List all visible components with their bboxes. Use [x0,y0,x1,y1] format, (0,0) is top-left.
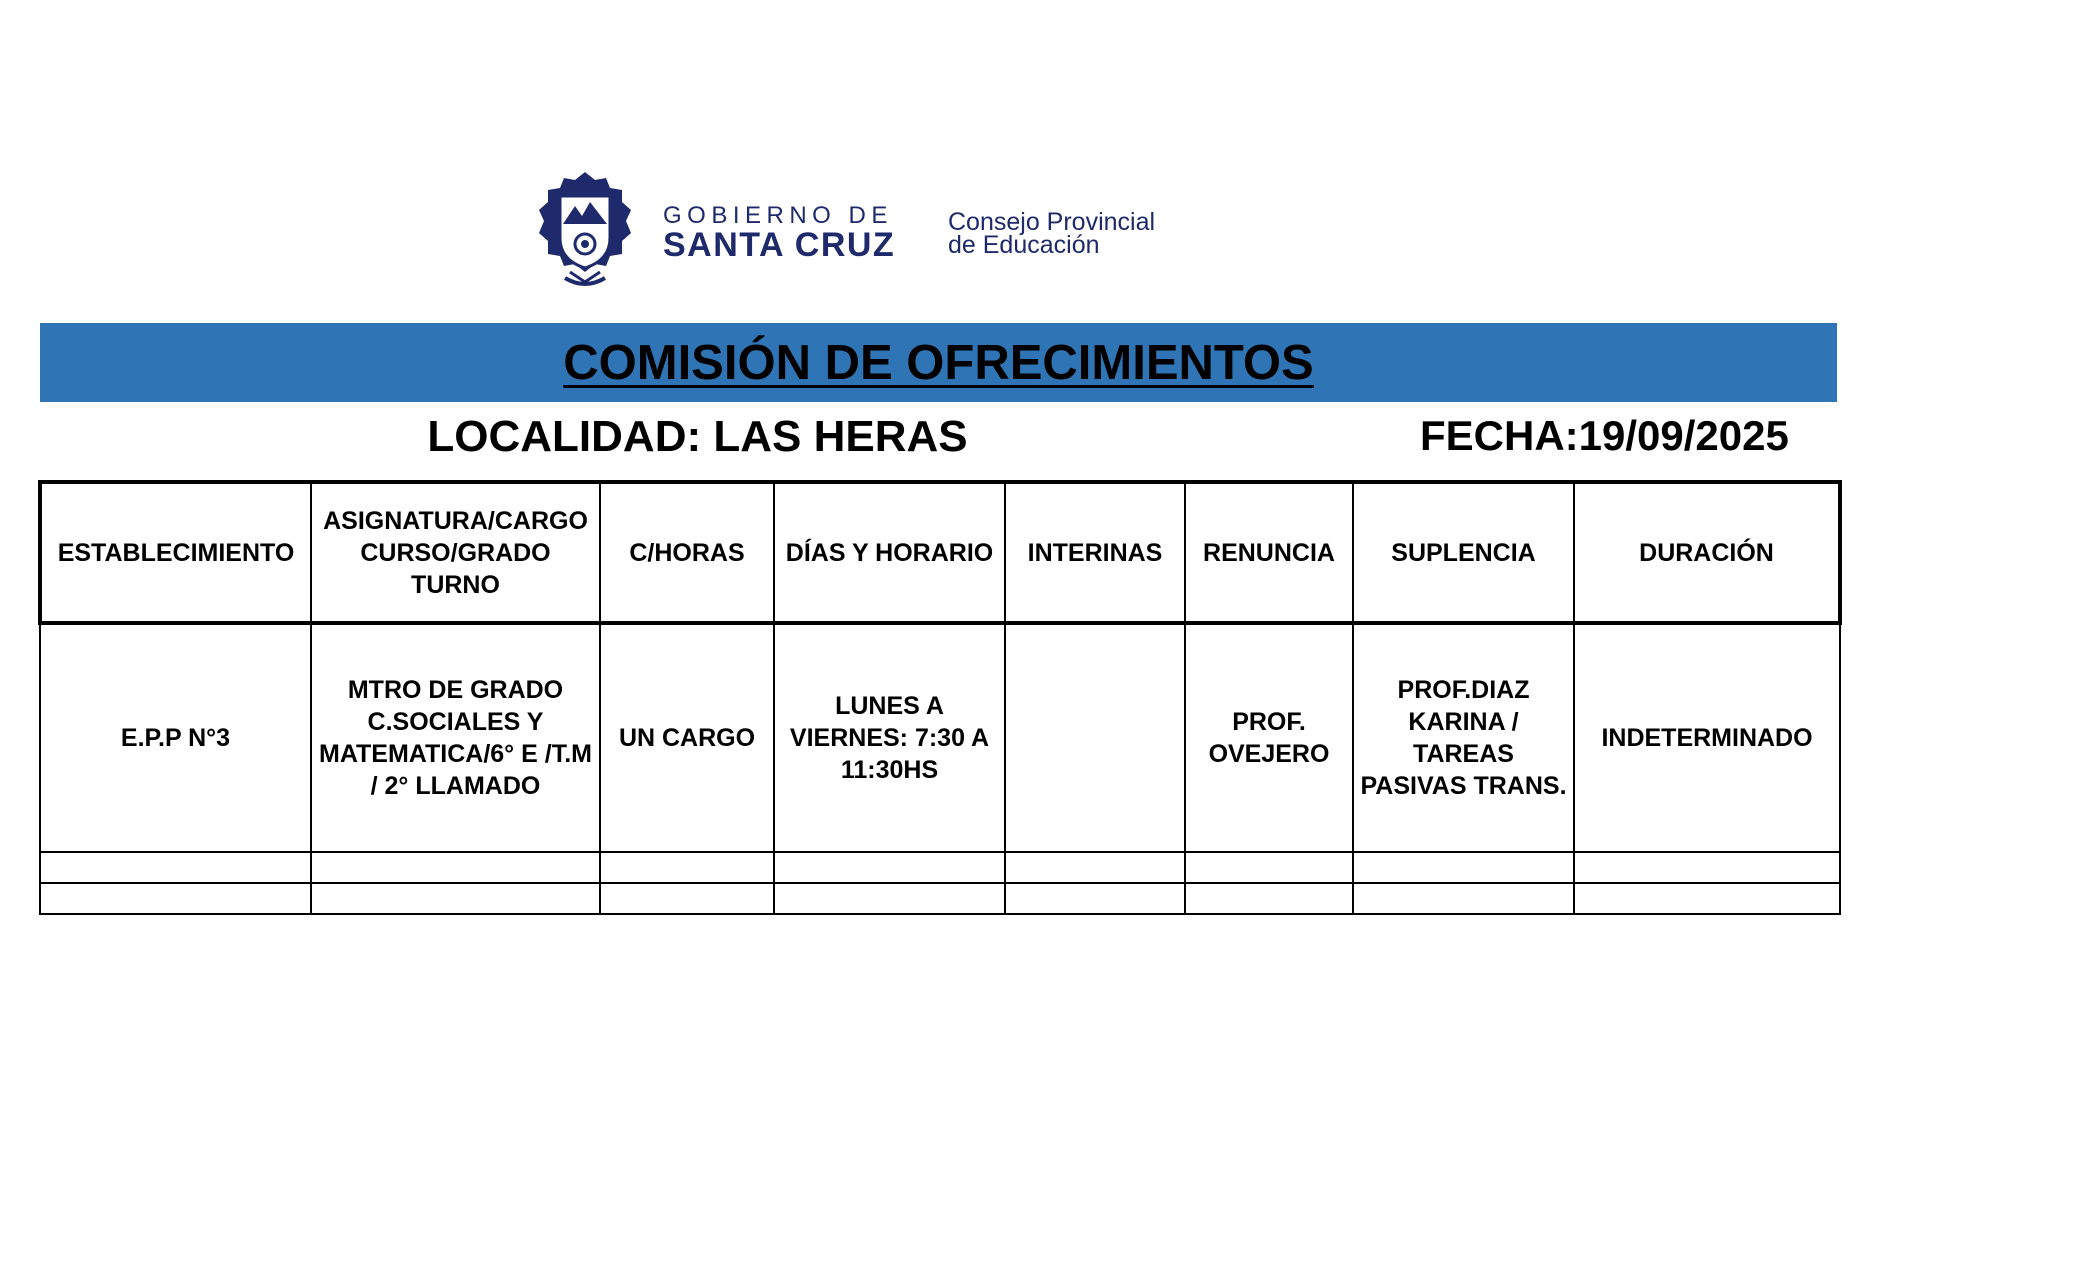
title-banner [40,323,1837,402]
page-title: COMISIÓN DE OFRECIMIENTOS [563,335,1314,390]
table-row [40,623,1840,852]
empty-cell [1005,852,1185,883]
empty-cell [600,883,774,914]
cell-duracion: INDETERMINADO [1574,623,1840,852]
empty-cell [40,883,311,914]
empty-cell [774,883,1005,914]
logo-line-consejo: Consejo Provincial [948,208,1156,236]
localidad-label: LOCALIDAD: LAS HERAS [427,412,968,461]
cell-establecimiento: E.P.P N°3 [40,623,311,852]
cell-asignatura: MTRO DE GRADO C.SOCIALES Y MATEMATICA/6° E /T.M / 2° LLAMADO [311,623,600,852]
table-row-empty [40,852,1840,883]
header-interinas: INTERINAS [1005,482,1185,623]
coat-of-arms-icon [530,168,640,293]
empty-cell [1005,883,1185,914]
empty-cell [1574,883,1840,914]
cell-interinas [1005,623,1185,852]
empty-cell [311,852,600,883]
header-horas: C/HORAS [600,482,774,623]
logo-line-educacion: de Educación [948,231,1100,259]
header-establecimiento: ESTABLECIMIENTO [40,482,311,623]
empty-cell [311,883,600,914]
empty-cell [1353,883,1574,914]
logo-line-gobierno: GOBIERNO DE [663,202,893,229]
offers-table [38,480,1842,915]
header-asignatura-line: CURSO/GRADO [360,538,551,567]
cell-dias: LUNES A VIERNES: 7:30 A 11:30HS [774,623,1005,852]
header-asignatura-line: TURNO [411,570,500,599]
empty-cell [1574,852,1840,883]
empty-cell [600,852,774,883]
empty-cell [1185,883,1353,914]
empty-cell [1353,852,1574,883]
table-row-empty [40,883,1840,914]
fecha-label: FECHA:19/09/2025 [1420,412,1789,459]
empty-cell [774,852,1005,883]
cell-suplencia: PROF.DIAZ KARINA / TAREAS PASIVAS TRANS. [1353,623,1574,852]
logo-line-santa-cruz: SANTA CRUZ [663,226,896,264]
header-duracion: DURACIÓN [1574,482,1840,623]
header-suplencia: SUPLENCIA [1353,482,1574,623]
cell-horas: UN CARGO [600,623,774,852]
header-dias: DÍAS Y HORARIO [774,482,1005,623]
table-header-row [40,482,1840,623]
empty-cell [1185,852,1353,883]
cell-renuncia: PROF. OVEJERO [1185,623,1353,852]
header-logo [530,168,1190,298]
header-asignatura [311,482,600,623]
header-asignatura-line: ASIGNATURA/CARGO [323,506,588,535]
empty-cell [40,852,311,883]
header-renuncia: RENUNCIA [1185,482,1353,623]
